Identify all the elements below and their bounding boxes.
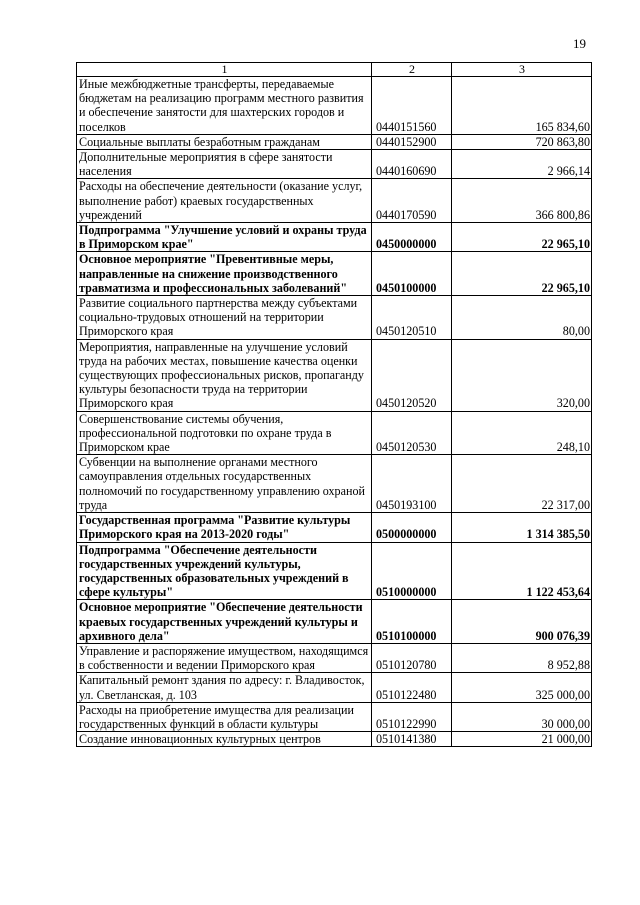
table-row	[77, 673, 592, 702]
row-amount: 22 965,10	[452, 252, 592, 296]
row-description: Государственная программа "Развитие культуры Приморского края на 2013-2020 годы"	[77, 513, 372, 542]
row-code: 0450120520	[372, 339, 452, 411]
table-row	[77, 542, 592, 600]
table-row	[77, 179, 592, 223]
row-code: 0510120780	[372, 643, 452, 672]
row-code: 0440151560	[372, 77, 452, 135]
budget-table	[76, 62, 592, 747]
row-description: Подпрограмма "Обеспечение деятельности государственных учреждений культуры, государственных образовательных учреждений в сфере культуры"	[77, 542, 372, 600]
table-row	[77, 77, 592, 135]
row-code: 0440160690	[372, 150, 452, 179]
page-number: 19	[573, 36, 586, 51]
table-row	[77, 339, 592, 411]
table-row	[77, 513, 592, 542]
row-description: Основное мероприятие "Обеспечение деятельности краевых государственных учреждений культуры и архивного дела"	[77, 600, 372, 644]
row-amount: 900 076,39	[452, 600, 592, 644]
column-header: 3	[452, 63, 592, 77]
row-description: Расходы на обеспечение деятельности (оказание услуг, выполнение работ) краевых государственных учреждений	[77, 179, 372, 223]
row-description: Подпрограмма "Улучшение условий и охраны труда в Приморском крае"	[77, 223, 372, 252]
table-row	[77, 643, 592, 672]
row-amount: 30 000,00	[452, 702, 592, 731]
row-description: Управление и распоряжение имуществом, находящимся в собственности и ведении Приморского края	[77, 643, 372, 672]
row-code: 0450100000	[372, 252, 452, 296]
row-amount: 22 965,10	[452, 223, 592, 252]
table-row	[77, 732, 592, 747]
row-description: Иные межбюджетные трансферты, передаваемые бюджетам на реализацию программ местного развития и обеспечение занятости для шахтерских городов и поселков	[77, 77, 372, 135]
table-row	[77, 600, 592, 644]
row-amount: 366 800,86	[452, 179, 592, 223]
row-description: Развитие социального партнерства между субъектами социально-трудовых отношений на территории Приморского края	[77, 296, 372, 340]
row-amount: 720 863,80	[452, 134, 592, 149]
column-header: 1	[77, 63, 372, 77]
row-description: Создание инновационных культурных центров	[77, 732, 372, 747]
row-amount: 1 122 453,64	[452, 542, 592, 600]
row-code: 0510122480	[372, 673, 452, 702]
row-description: Расходы на приобретение имущества для реализации государственных функций в области культуры	[77, 702, 372, 731]
table-row	[77, 223, 592, 252]
row-code: 0440152900	[372, 134, 452, 149]
row-code: 0450000000	[372, 223, 452, 252]
row-amount: 2 966,14	[452, 150, 592, 179]
table-row	[77, 134, 592, 149]
row-amount: 80,00	[452, 296, 592, 340]
row-amount: 325 000,00	[452, 673, 592, 702]
table-row	[77, 150, 592, 179]
table-row	[77, 411, 592, 455]
row-description: Субвенции на выполнение органами местного самоуправления отдельных государственных полномочий по государственному управлению охраной труда	[77, 455, 372, 513]
row-description: Совершенствование системы обучения, профессиональной подготовки по охране труда в Приморском крае	[77, 411, 372, 455]
row-amount: 320,00	[452, 339, 592, 411]
table-row	[77, 702, 592, 731]
row-description: Дополнительные мероприятия в сфере занятости населения	[77, 150, 372, 179]
table-row	[77, 252, 592, 296]
row-code: 0440170590	[372, 179, 452, 223]
row-description: Основное мероприятие "Превентивные меры, направленные на снижение производственного травматизма и профессиональных заболеваний"	[77, 252, 372, 296]
column-header: 2	[372, 63, 452, 77]
table-header-row	[77, 63, 592, 77]
table-row	[77, 455, 592, 513]
row-code: 0450120510	[372, 296, 452, 340]
row-amount: 21 000,00	[452, 732, 592, 747]
table-row	[77, 296, 592, 340]
row-code: 0500000000	[372, 513, 452, 542]
row-description: Мероприятия, направленные на улучшение условий труда на рабочих местах, повышение качества оценки существующих профессиональных рисков, пропаганду культуры безопасности труда на территории Приморского края	[77, 339, 372, 411]
row-amount: 1 314 385,50	[452, 513, 592, 542]
row-code: 0510122990	[372, 702, 452, 731]
row-code: 0510000000	[372, 542, 452, 600]
row-code: 0510100000	[372, 600, 452, 644]
row-code: 0450193100	[372, 455, 452, 513]
row-code: 0510141380	[372, 732, 452, 747]
row-description: Капитальный ремонт здания по адресу: г. Владивосток, ул. Светланская, д. 103	[77, 673, 372, 702]
row-amount: 165 834,60	[452, 77, 592, 135]
row-description: Социальные выплаты безработным гражданам	[77, 134, 372, 149]
row-amount: 22 317,00	[452, 455, 592, 513]
row-amount: 248,10	[452, 411, 592, 455]
row-amount: 8 952,88	[452, 643, 592, 672]
row-code: 0450120530	[372, 411, 452, 455]
